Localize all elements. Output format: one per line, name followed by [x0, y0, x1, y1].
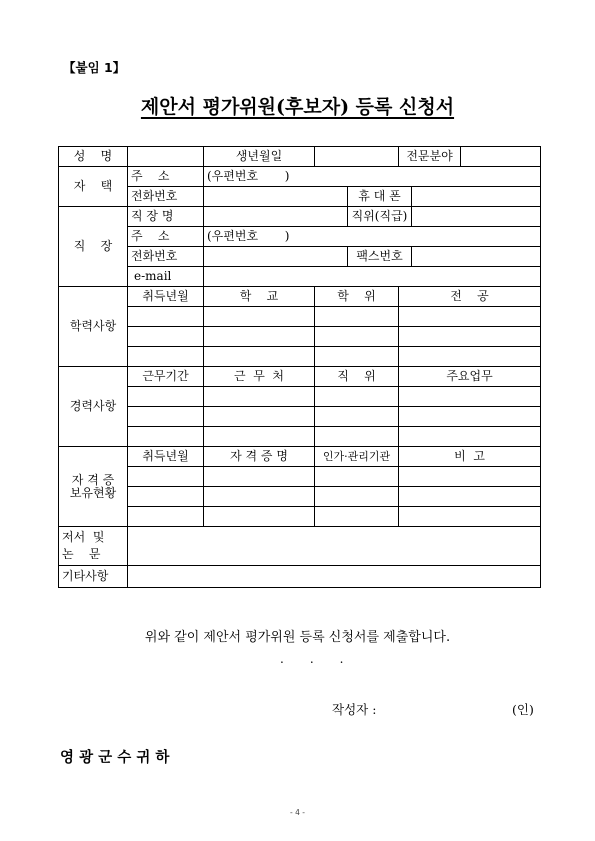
education-section-label: 학력사항 [59, 287, 128, 367]
career-cell[interactable] [315, 427, 399, 447]
specialty-input[interactable] [461, 147, 541, 167]
career-row [59, 427, 541, 447]
home-address-label: 주 소 [128, 167, 204, 187]
home-label: 자 택 [59, 167, 128, 207]
education-cell[interactable] [315, 347, 399, 367]
career-cell[interactable] [128, 387, 204, 407]
license-cell[interactable] [204, 507, 315, 527]
education-cell[interactable] [399, 327, 541, 347]
job-name-label: 직 장 명 [128, 207, 204, 227]
education-header-date: 취득년월 [128, 287, 204, 307]
publications-input[interactable] [128, 527, 541, 566]
license-row [59, 467, 541, 487]
education-cell[interactable] [399, 307, 541, 327]
license-header-authority: 인가·관리기관 [315, 447, 399, 467]
seal-label: (인) [512, 702, 534, 717]
date-month-dot: . [309, 652, 314, 666]
date-day-dot: . [339, 652, 344, 666]
career-header-duties: 주요업무 [399, 367, 541, 387]
education-cell[interactable] [128, 347, 204, 367]
license-section-label: 자 격 증 보유현황 [59, 447, 128, 527]
career-cell[interactable] [204, 427, 315, 447]
education-cell[interactable] [128, 307, 204, 327]
career-cell[interactable] [315, 387, 399, 407]
mobile-label: 휴 대 폰 [348, 187, 412, 207]
education-row [59, 347, 541, 367]
license-cell[interactable] [315, 467, 399, 487]
attachment-label: 【붙임 1】 [63, 60, 126, 75]
position-label: 직위(직급) [348, 207, 412, 227]
email-input[interactable] [204, 267, 541, 287]
work-phone-input[interactable] [204, 247, 348, 267]
license-cell[interactable] [315, 487, 399, 507]
education-cell[interactable] [315, 327, 399, 347]
education-row [59, 307, 541, 327]
education-cell[interactable] [315, 307, 399, 327]
education-cell[interactable] [128, 327, 204, 347]
name-input[interactable] [128, 147, 204, 167]
birth-date-input[interactable] [315, 147, 399, 167]
license-cell[interactable] [399, 487, 541, 507]
work-phone-label: 전화번호 [128, 247, 204, 267]
career-cell[interactable] [204, 387, 315, 407]
career-cell[interactable] [128, 427, 204, 447]
application-form-table [58, 146, 541, 588]
license-header-date: 취득년월 [128, 447, 204, 467]
career-header-workplace: 근 무 처 [204, 367, 315, 387]
work-label: 직 장 [59, 207, 128, 287]
other-label: 기타사항 [59, 566, 128, 588]
education-cell[interactable] [399, 347, 541, 367]
career-row [59, 407, 541, 427]
job-name-input[interactable] [204, 207, 348, 227]
license-cell[interactable] [204, 467, 315, 487]
license-cell[interactable] [399, 507, 541, 527]
career-cell[interactable] [399, 427, 541, 447]
home-phone-label: 전화번호 [128, 187, 204, 207]
work-address-label: 주 소 [128, 227, 204, 247]
career-cell[interactable] [399, 387, 541, 407]
position-input[interactable] [412, 207, 541, 227]
publications-label: 저서 및 논 문 [59, 527, 128, 566]
career-header-period: 근무기간 [128, 367, 204, 387]
submission-statement: 위와 같이 제안서 평가위원 등록 신청서를 제출합니다. [144, 630, 451, 645]
education-header-school: 학 교 [204, 287, 315, 307]
license-cell[interactable] [399, 467, 541, 487]
education-header-major: 전 공 [399, 287, 541, 307]
writer-label: 작성자 : [332, 702, 377, 717]
home-address-input[interactable]: (우편번호 ) [204, 167, 541, 187]
email-label: e-mail [128, 267, 204, 287]
page-number: - 4 - [290, 808, 305, 817]
career-section-label: 경력사항 [59, 367, 128, 447]
license-header-name: 자 격 증 명 [204, 447, 315, 467]
career-cell[interactable] [128, 407, 204, 427]
mobile-input[interactable] [412, 187, 541, 207]
name-label: 성 명 [59, 147, 128, 167]
date-year-dot: . [280, 652, 284, 666]
fax-label: 팩스번호 [348, 247, 412, 267]
career-cell[interactable] [204, 407, 315, 427]
license-cell[interactable] [128, 487, 204, 507]
birth-date-label: 생년월일 [204, 147, 315, 167]
education-header-degree: 학 위 [315, 287, 399, 307]
education-cell[interactable] [204, 327, 315, 347]
date-field[interactable] [280, 652, 369, 666]
work-address-input[interactable]: (우편번호 ) [204, 227, 541, 247]
career-cell[interactable] [399, 407, 541, 427]
education-cell[interactable] [204, 307, 315, 327]
education-cell[interactable] [204, 347, 315, 367]
recipient: 영광군수귀하 [60, 750, 175, 766]
other-input[interactable] [128, 566, 541, 588]
form-title-text: 제안서 평가위원(후보자) 등록 신청서 [140, 96, 455, 118]
career-cell[interactable] [315, 407, 399, 427]
license-row [59, 507, 541, 527]
license-header-remarks: 비 고 [399, 447, 541, 467]
license-cell[interactable] [128, 507, 204, 527]
license-cell[interactable] [128, 467, 204, 487]
specialty-label: 전문분야 [399, 147, 461, 167]
education-row [59, 327, 541, 347]
license-cell[interactable] [204, 487, 315, 507]
career-row [59, 387, 541, 407]
form-title [0, 92, 595, 119]
license-row [59, 487, 541, 507]
career-header-position: 직 위 [315, 367, 399, 387]
fax-input[interactable] [412, 247, 541, 267]
license-cell[interactable] [315, 507, 399, 527]
home-phone-input[interactable] [204, 187, 348, 207]
